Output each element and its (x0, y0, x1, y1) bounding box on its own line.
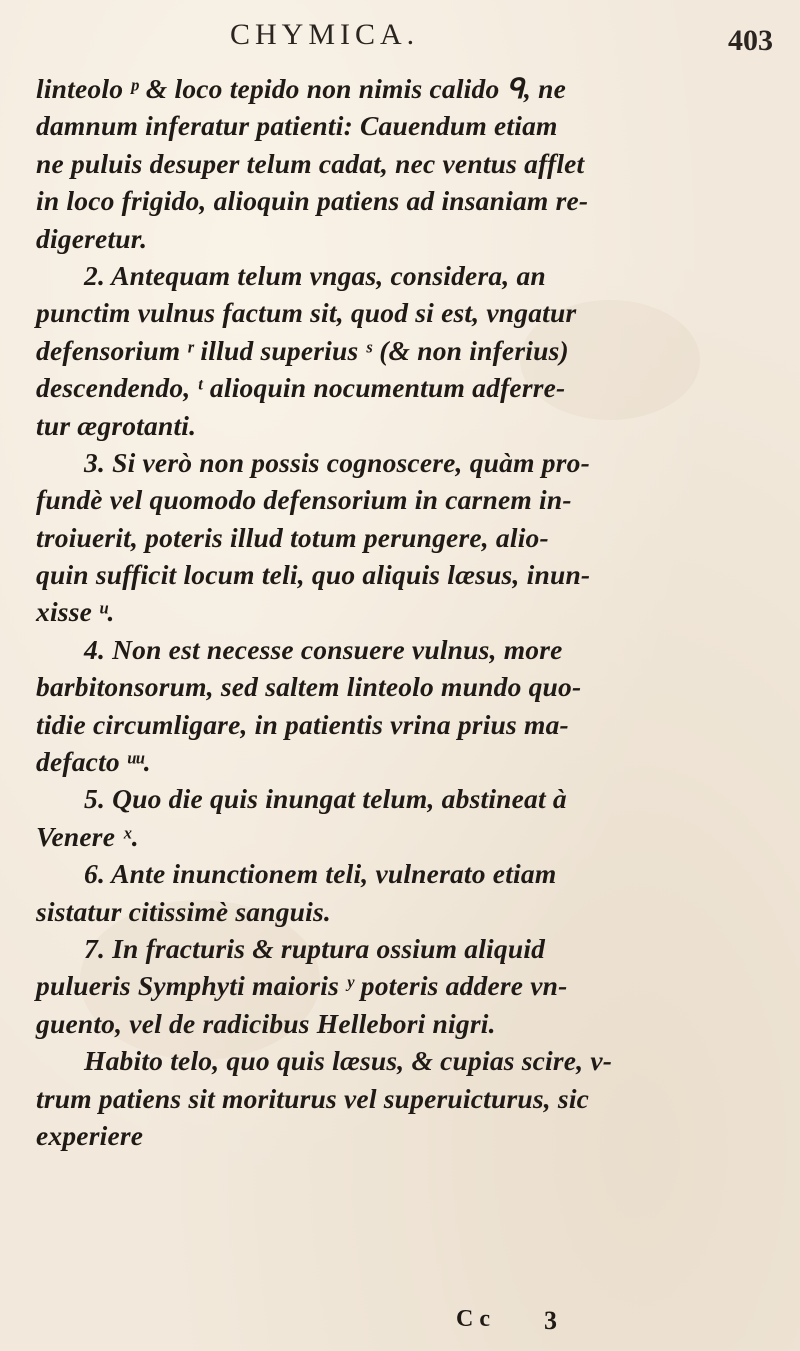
text-line: 7. In fracturis & ruptura ossium aliquid (84, 932, 546, 964)
catchline (36, 1306, 776, 1340)
text-line: trum patiens sit moriturus vel superuicturus, sic (36, 1082, 590, 1114)
text-line: 5. Quo die quis inungat telum, abstineat à (84, 783, 567, 815)
text-line: 2. Antequam telum vngas, considera, an (84, 259, 546, 291)
text-line: digeretur. (36, 222, 148, 254)
text-line: pulueris Symphyti maioris ʸ poteris addere vn- (36, 970, 568, 1002)
running-head (0, 16, 800, 66)
text-line: tur ægrotanti. (36, 409, 197, 441)
text-line: xisse ᵘ. (36, 596, 115, 628)
text-line: 3. Si verò non possis cognoscere, quàm pro- (84, 446, 590, 478)
text-line: ne puluis desuper telum cadat, nec ventus afflet (36, 147, 585, 179)
text-line: tidie circumligare, in patientis vrina prius ma- (36, 708, 569, 740)
text-line: 4. Non est necesse consuere vulnus, more (84, 633, 563, 665)
signature-number: 3 (544, 1306, 557, 1335)
text-line: in loco frigido, alioquin patiens ad insaniam re- (36, 185, 589, 217)
text-line: 6. Ante inunctionem teli, vulnerato etiam (84, 858, 557, 890)
text-line: Habito telo, quo quis læsus, & cupias scire, v- (84, 1045, 613, 1077)
text-line: descendendo, ᵗ alioquin nocumentum adferre- (36, 372, 566, 404)
text-line: defacto ᵘᵘ. (36, 746, 151, 778)
text-line: punctim vulnus factum sit, quod si est, vngatur (36, 297, 577, 329)
text-line: linteolo ᵖ & loco tepido non nimis calido ᑫ, ne (36, 73, 567, 104)
body-text (36, 70, 786, 1154)
text-line: sistatur citissimè sanguis. (36, 895, 331, 927)
text-line: guento, vel de radicibus Hellebori nigri. (36, 1007, 496, 1039)
text-line: fundè vel quomodo defensorium in carnem in- (36, 484, 572, 516)
signature-mark: C c (456, 1306, 490, 1332)
text-line: barbitonsorum, sed saltem linteolo mundo quo- (36, 671, 582, 703)
page-title: CHYMICA. (230, 18, 420, 51)
page-number: 403 (728, 24, 773, 57)
text-line: quin sufficit locum teli, quo aliquis læsus, inun- (36, 559, 591, 591)
text-line: damnum inferatur patienti: Cauendum etiam (36, 110, 558, 142)
text-line: defensorium ʳ illud superius ˢ (& non inferius) (36, 334, 569, 366)
text-line: troiuerit, poteris illud totum perungere, alio- (36, 521, 549, 553)
text-line: experiere (36, 1119, 144, 1151)
text-line: Venere ˣ. (36, 820, 139, 852)
